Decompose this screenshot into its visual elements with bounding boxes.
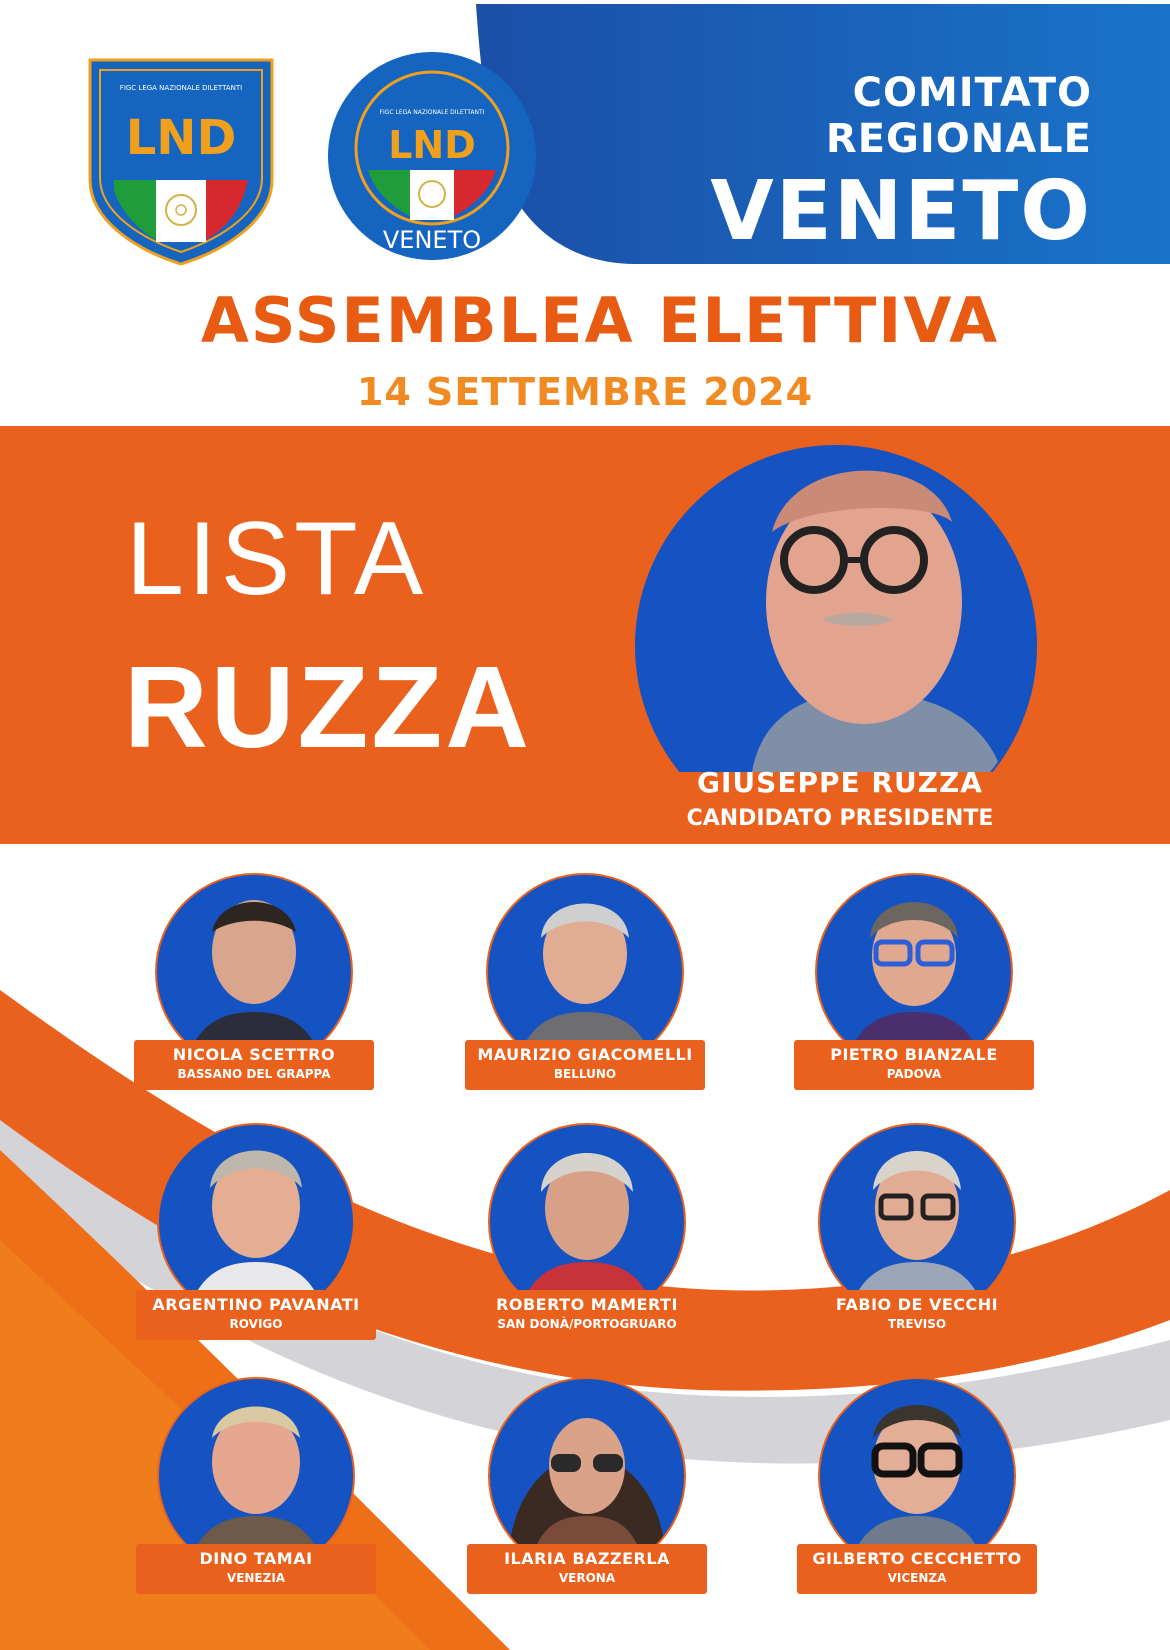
candidate-city: VENEZIA [226,1571,286,1585]
candidate-name: ILARIA BAZZERLA [504,1549,670,1568]
circle-region-text: VENETO [382,226,482,254]
candidate-label [134,1040,374,1090]
candidate-name: DINO TAMAI [199,1549,313,1568]
candidate-city: PADOVA [886,1067,942,1081]
candidate-photo [817,1376,1017,1546]
candidate-label [465,1040,705,1090]
president-role: CANDIDATO PRESIDENTE [686,806,994,831]
circle-lnd-text: LND [388,123,476,167]
list-label: LISTA [126,501,428,617]
event-date: 14 SETTEMBRE 2024 [356,370,814,414]
candidate-photo [487,1122,687,1292]
candidate-photo [487,1376,687,1546]
candidate-card [467,1122,707,1342]
candidate-label [794,1040,1034,1090]
candidate-label [797,1290,1037,1340]
candidate-card [797,1122,1037,1342]
candidate-name: GILBERTO CECCHETTO [812,1549,1022,1568]
candidate-name: NICOLA SCETTRO [172,1045,336,1064]
candidate-city: BELLUNO [553,1067,617,1081]
candidate-name: FABIO DE VECCHI [835,1295,999,1314]
candidate-card [797,1376,1037,1596]
event-title: ASSEMBLEA ELETTIVA [200,284,1000,357]
candidate-photo [156,1376,356,1546]
candidate-label [467,1290,707,1340]
president-name: GIUSEPPE RUZZA [697,766,983,799]
header-committee: COMITATO REGIONALE [825,70,1092,162]
candidate-photo [817,1122,1017,1292]
list-name: RUZZA [124,642,533,772]
header-region: VENETO [710,164,1092,259]
candidate-name: ARGENTINO PAVANATI [152,1295,360,1314]
candidate-card [465,872,705,1092]
candidate-photo [154,872,354,1042]
president-photo [632,442,1040,772]
candidate-label [136,1290,376,1340]
candidate-card [136,1122,376,1342]
circle-small-text: FIGC LEGA NAZIONALE DILETTANTI [379,109,485,116]
shield-lnd-text: LND [125,110,237,166]
candidate-city: VERONA [558,1571,616,1585]
header-title [572,70,1092,259]
candidate-card [134,872,374,1092]
candidate-city: ROVIGO [229,1317,283,1331]
candidate-card [136,1376,376,1596]
candidate-label [797,1544,1037,1594]
candidate-photo [485,872,685,1042]
candidate-city: SAN DONÀ/PORTOGRUARO [497,1317,677,1331]
candidate-label [467,1544,707,1594]
candidate-city: TREVISO [887,1317,947,1331]
candidate-card [467,1376,707,1596]
lnd-veneto-logo [322,48,542,264]
candidate-name: ROBERTO MAMERTI [496,1295,678,1314]
candidate-label [136,1544,376,1594]
lnd-shield-logo [86,50,276,266]
candidate-name: PIETRO BIANZALE [830,1045,998,1064]
shield-small-text: FIGC LEGA NAZIONALE DILETTANTI [119,84,243,92]
candidate-photo [156,1122,356,1292]
candidate-city: BASSANO DEL GRAPPA [177,1067,331,1081]
candidate-photo [814,872,1014,1042]
candidate-city: VICENZA [887,1571,947,1585]
candidate-name: MAURIZIO GIACOMELLI [477,1045,693,1064]
candidate-card [794,872,1034,1092]
